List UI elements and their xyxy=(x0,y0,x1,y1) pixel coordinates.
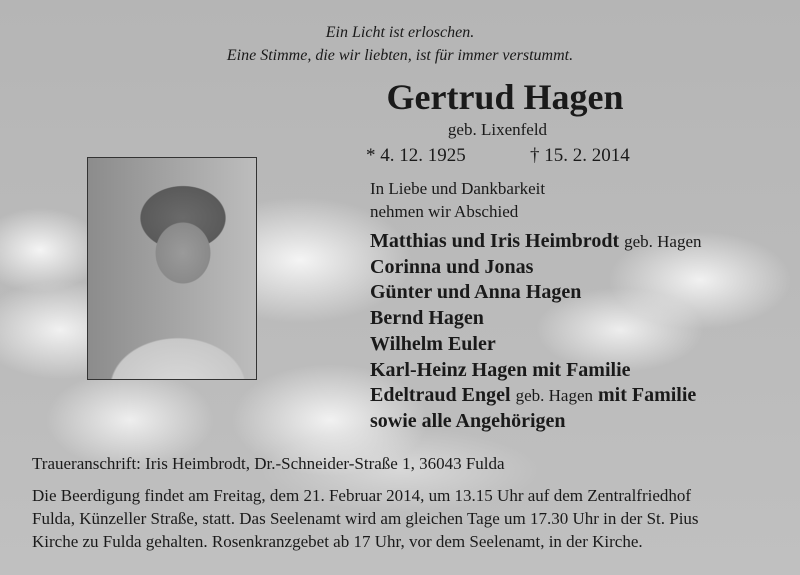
family-name: Wilhelm Euler xyxy=(370,332,496,355)
family-name: Günter und Anna Hagen xyxy=(370,281,582,304)
death-date: † 15. 2. 2014 xyxy=(530,145,630,166)
intro-line-2: nehmen wir Abschied xyxy=(370,202,519,221)
family-name: Matthias und Iris Heimbrodt xyxy=(370,230,620,252)
family-member xyxy=(370,230,702,253)
family-maiden-note: geb. Hagen xyxy=(624,232,702,251)
family-member xyxy=(370,256,533,279)
family-member xyxy=(370,333,496,356)
mourning-address: Traueranschrift: Iris Heimbrodt, Dr.-Schneider-Straße 1, 36043 Fulda xyxy=(32,454,505,473)
family-name: Corinna und Jonas xyxy=(370,255,534,278)
funeral-line-1: Die Beerdigung findet am Freitag, dem 21. Februar 2014, um 13.15 Uhr auf dem Zentralfriedhof xyxy=(32,486,692,505)
funeral-line-3: Kirche zu Fulda gehalten. Rosenkranzgebet ab 17 Uhr, vor dem Seelenamt, in der Kirche. xyxy=(32,532,643,551)
family-member xyxy=(370,384,696,407)
family-name: sowie alle Angehörigen xyxy=(370,409,566,432)
family-name: Bernd Hagen xyxy=(370,307,484,330)
family-member xyxy=(370,307,484,330)
portrait-photo xyxy=(87,157,257,380)
poem-line-2: Eine Stimme, die wir liebten, ist für immer verstummt. xyxy=(226,47,574,64)
family-member xyxy=(370,410,566,433)
family-member xyxy=(370,359,631,382)
birth-date: * 4. 12. 1925 xyxy=(366,145,466,166)
family-name: Edeltraud Engel xyxy=(370,384,511,407)
family-name: mit Familie xyxy=(598,384,697,407)
intro-line-1: In Liebe und Dankbarkeit xyxy=(370,179,546,198)
deceased-name: Gertrud Hagen xyxy=(386,77,624,117)
family-member xyxy=(370,281,581,304)
maiden-name: geb. Lixenfeld xyxy=(447,120,548,139)
family-name: Karl-Heinz Hagen mit Familie xyxy=(370,358,631,381)
funeral-line-2: Fulda, Künzeller Straße, statt. Das Seelenamt wird am gleichen Tage um 17.30 Uhr in der St. Pius xyxy=(32,509,699,528)
poem-line-1: Ein Licht ist erloschen. xyxy=(325,24,475,41)
family-maiden-note: geb. Hagen xyxy=(515,386,593,406)
